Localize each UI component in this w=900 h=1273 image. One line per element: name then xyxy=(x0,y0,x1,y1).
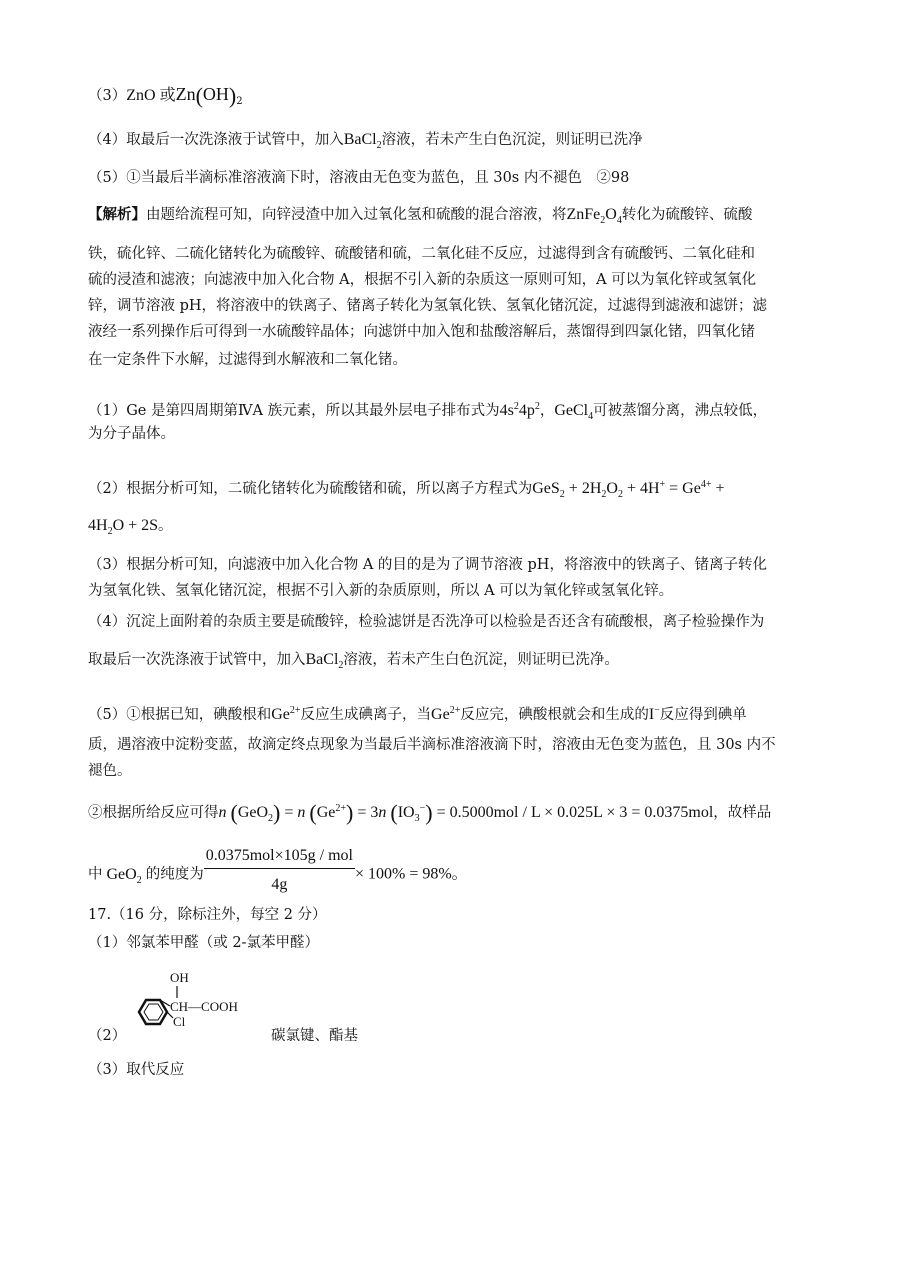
analysis-part-4-cont: 取最后一次洗涤液于试管中，加入BaCl$_2$溶液，若未产生白色沉淀，则证明已洗净。 xyxy=(88,651,619,671)
analysis-line-5: 液经一系列操作后可得到一水硫酸锌晶体；向滤饼中加入饱和盐酸溶解后，蒸馏得到四氯化锗，四氧化锗 xyxy=(88,324,755,340)
analysis-line-2: 铁，硫化锌、二硫化锗转化为硫酸锌、硫酸锗和硫，二氧化硅不反应，过滤得到含有硫酸钙、二氧化硅和 xyxy=(88,246,755,262)
analysis-line-4: 锌，调节溶液 pH，将溶液中的铁离子、锗离子转化为氢氧化铁、氢氧化锗沉淀，过滤得到滤液和滤饼；滤 xyxy=(88,298,768,314)
analysis-equation: ②根据所给反应可得n (GeO$_2$) = n $(Ge^{2+}) = 3n$ $(IO_3^-) = 0.5000mol / L \times 0.025L \times 3 = 0.0375mol$，故样品 xyxy=(88,800,772,825)
analysis-part-3-cont: 为氢氧化铁、氢氧化锗沉淀，根据不引入新的杂质原则，所以 A 可以为氧化锌或氢氧化锌。 xyxy=(88,583,674,599)
analysis-purity: 中 GeO$_2$ 的纯度为 $\frac{\text{0.0375mol×105g / mol}}{4g}$ × 100% = 98%。 xyxy=(88,847,468,893)
analysis-part-3: （3）根据分析可知，向滤液中加入化合物 A 的目的是为了调节溶液 pH，将溶液中的铁离子、锗离子转化 xyxy=(88,557,767,573)
answer-5: （5）①当最后半滴标准溶液滴下时，溶液由无色变为蓝色，且 30s 内不褪色 ②98 xyxy=(88,170,630,186)
analysis-part-5: （5）①根据已知，碘酸根和$Ge^{2+}$反应生成碘离子，当$Ge^{2+}$反应完，碘酸根就会和生成的I−反应得到碘单 xyxy=(88,705,747,723)
analysis-part-4: （4）沉淀上面附着的杂质主要是硫酸锌，检验滤饼是否洗净可以检验是否还含有硫酸根，离子检验操作为 xyxy=(88,614,765,630)
analysis-line-6: 在一定条件下水解，过滤得到水解液和二氧化锗。 xyxy=(88,352,407,368)
analysis-part-2: （2）根据分析可知，二硫化锗转化为硫酸锗和硫，所以离子方程式为$GeS_2 + 2H_2O_2 + 4H^+ = Ge^{4+}$ + xyxy=(88,479,725,500)
q17-answer-2: 碳氯键、酯基 xyxy=(271,1028,358,1044)
analysis-part-2-cont: $4H_2O + 2S$。 xyxy=(88,517,173,537)
q17-answer-2-label: （2） xyxy=(88,1028,127,1044)
structure-diagram: OH CH—COOH Cl xyxy=(120,970,250,1040)
analysis-intro: 【解析】由题给流程可知，向锌浸渣中加入过氧化氢和硫酸的混合溶液，将$ZnFe_2O_4$转化为硫酸锌、硫酸 xyxy=(88,206,753,226)
answer-4: （4）取最后一次洗涤液于试管中，加入BaCl$_2$溶液，若未产生白色沉淀，则证明已洗净 xyxy=(88,131,643,151)
analysis-part-1-cont: 为分子晶体。 xyxy=(88,426,175,442)
answer-3: （3）ZnO 或$Zn(OH)_2$ xyxy=(88,83,243,108)
analysis-part-5-cont-2: 褪色。 xyxy=(88,763,132,779)
purity-fraction: $\frac{\text{0.0375mol×105g / mol}}{4g}$ xyxy=(205,847,353,893)
analysis-line-3: 硫的浸渣和滤液；向滤液中加入化合物 A，根据不引入新的杂质这一原则可知，A 可以为氧化锌或氢氧化 xyxy=(88,272,757,288)
q17-answer-1: （1）邻氯苯甲醛（或 2-氯苯甲醛） xyxy=(88,935,319,951)
analysis-part-5-cont: 质，遇溶液中淀粉变蓝，故滴定终点现象为当最后半滴标准溶液滴下时，溶液由无色变为蓝色，且 30s 内不 xyxy=(88,737,776,753)
analysis-part-1: （1）Ge 是第四周期第ⅣA 族元素，所以其最外层电子排布式为$4s^24p^2$，GeCl$_4$可被蒸馏分离，沸点较低， xyxy=(88,401,768,422)
q17-header: 17.（16 分，除标注外，每空 2 分） xyxy=(88,907,327,923)
q17-answer-3: （3）取代反应 xyxy=(88,1062,185,1078)
